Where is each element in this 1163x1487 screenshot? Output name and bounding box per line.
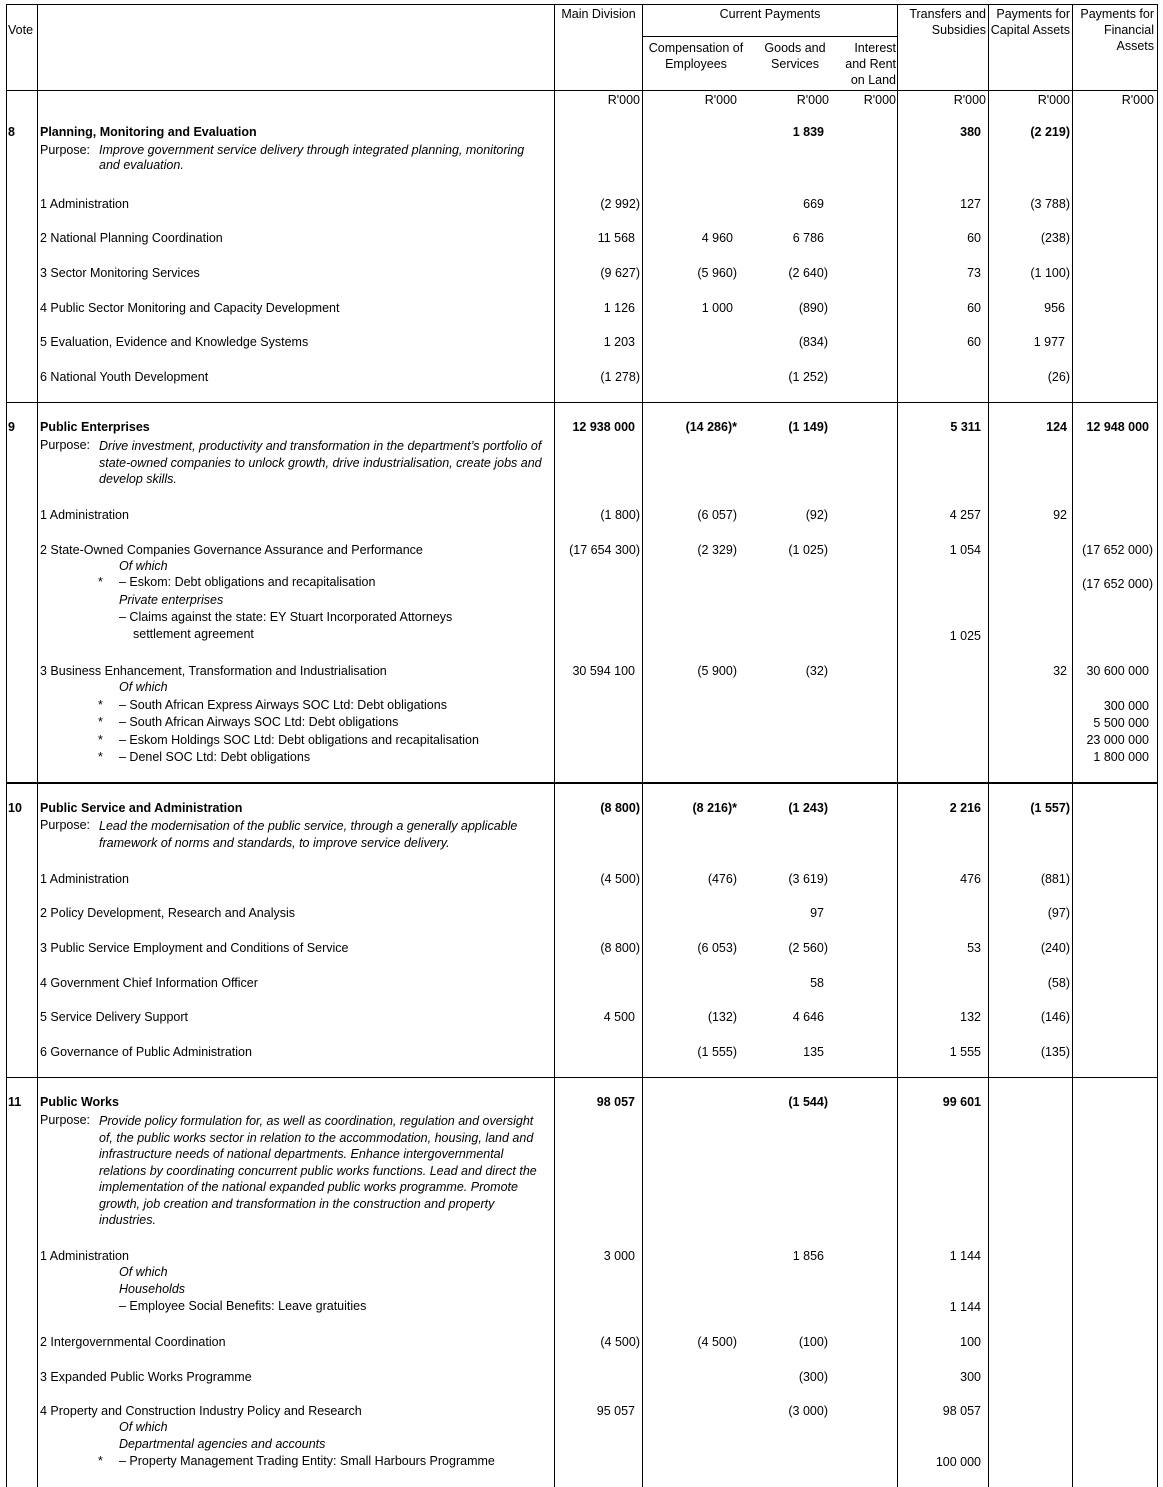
cell-capital: (58) [1047,976,1070,990]
cell-capital: (146) [1040,1010,1070,1024]
header-goods: Goods and Services [764,41,826,71]
sub-item-label: – Eskom Holdings SOC Ltd: Debt obligations and recapitalisation [119,733,479,747]
row-label: 5 Service Delivery Support [40,1010,188,1024]
cell-goods: (3 000) [788,1404,828,1418]
asterisk-marker: * [98,750,103,764]
sub-item-label: – South African Airways SOC Ltd: Debt obligations [119,715,399,729]
cell-transfers: 73 [967,266,981,280]
sub-item-transfers: 1 144 [949,1300,981,1314]
sub-item-label: – Property Management Trading Entity: Small Harbours Programme [119,1454,495,1468]
col-divider [897,4,898,1487]
cell-capital: (3 788) [1030,197,1070,211]
vote-purpose: Drive investment, productivity and transformation in the department’s portfolio of state-owned companies to unlock growth, drive industrialisation, create jobs and develop skills. [99,439,542,486]
of-which-label: Of which [119,1420,168,1434]
cell-transfers: 1 555 [949,1045,981,1059]
cell-comp: (6 053) [697,941,737,955]
cell-main: 3 000 [603,1249,635,1263]
cell-goods: (890) [798,301,828,315]
cell-transfers: 132 [960,1010,981,1024]
unit-label: R'000 [863,93,896,107]
asterisk-marker: * [98,575,103,589]
row-divider [6,90,1157,91]
cell-goods: 6 786 [792,231,824,245]
sub-item-financial: 300 000 [1103,699,1149,713]
total-goods: (1 243) [788,801,828,815]
cell-capital: 956 [1044,301,1065,315]
row-label: 1 Administration [40,197,129,211]
asterisk-marker: * [98,733,103,747]
cell-goods: (1 025) [788,543,828,557]
cell-main: 95 057 [596,1404,635,1418]
sub-item-financial: 1 800 000 [1093,750,1149,764]
total-transfers: 99 601 [942,1095,981,1109]
total-goods: (1 149) [788,420,828,434]
unit-label: R'000 [796,93,829,107]
cell-capital: (238) [1040,231,1070,245]
asterisk-marker: * [98,1454,103,1468]
row-label: 2 Policy Development, Research and Analysis [40,906,295,920]
cell-goods: (32) [805,664,828,678]
cell-goods: (92) [805,508,828,522]
cell-transfers: 476 [960,872,981,886]
purpose-label: Purpose: [40,438,91,452]
sub-item-label: – Eskom: Debt obligations and recapitalisation [119,575,376,589]
total-main: 98 057 [596,1095,635,1109]
cell-capital: (881) [1040,872,1070,886]
total-transfers: 5 311 [950,420,981,434]
row-label: 2 Intergovernmental Coordination [40,1335,226,1349]
vote-number: 9 [8,420,15,434]
row-label: 1 Administration [40,1249,129,1263]
cell-financial: 30 600 000 [1086,664,1149,678]
cell-capital: (26) [1047,370,1070,384]
cell-comp: (6 057) [697,508,737,522]
cell-goods: (2 560) [788,941,828,955]
row-divider [6,402,1157,403]
unit-label: R'000 [607,93,640,107]
sub-item-transfers: 100 000 [935,1455,981,1469]
cell-comp: (1 555) [697,1045,737,1059]
cell-goods: 4 646 [792,1010,824,1024]
cell-main: 1 126 [603,301,635,315]
cell-comp: (4 500) [697,1335,737,1349]
cell-capital: 32 [1053,664,1067,678]
total-capital: (2 219) [1030,125,1070,139]
cell-transfers: 98 057 [942,1404,981,1418]
sub-item-financial: 23 000 000 [1086,733,1149,747]
row-label: 1 Administration [40,872,129,886]
row-label: 3 Sector Monitoring Services [40,266,200,280]
cell-transfers: 100 [960,1335,981,1349]
cell-capital: (135) [1040,1045,1070,1059]
cell-main: 11 568 [597,231,635,245]
total-main: 12 938 000 [572,420,635,434]
row-divider [642,36,898,37]
cell-goods: (1 252) [788,370,828,384]
cell-financial: (17 652 000) [1082,543,1153,557]
asterisk-marker: * [98,698,103,712]
row-label: 3 Public Service Employment and Conditions of Service [40,941,349,955]
sub-item-financial: 5 500 000 [1093,716,1149,730]
row-divider [6,782,1157,784]
vote-title: Planning, Monitoring and Evaluation [40,125,257,139]
appropriation-table [6,4,1158,1487]
header-transfers: Transfers and Subsidies [909,7,986,37]
cell-comp: 4 960 [701,231,733,245]
cell-goods: 135 [803,1045,824,1059]
row-divider [6,1077,1157,1078]
cell-goods: 58 [810,976,824,990]
cell-capital: (1 100) [1030,266,1070,280]
col-divider [37,4,38,1487]
total-goods: 1 839 [792,125,824,139]
col-divider [988,4,989,1487]
purpose-label: Purpose: [40,818,91,832]
sub-item-label: – South African Express Airways SOC Ltd: Debt obligations [119,698,447,712]
cell-capital: (97) [1047,906,1070,920]
cell-main: (9 627) [600,266,640,280]
cell-capital: (240) [1040,941,1070,955]
cell-goods: (300) [798,1370,828,1384]
sub-category-label: Departmental agencies and accounts [119,1437,326,1451]
row-label: 3 Expanded Public Works Programme [40,1370,252,1384]
cell-main: 4 500 [603,1010,635,1024]
cell-comp: (132) [707,1010,737,1024]
cell-main: (8 800) [600,941,640,955]
vote-purpose: Improve government service delivery through integrated planning, monitoring and evaluation. [99,143,525,172]
cell-transfers: 60 [967,301,981,315]
cell-comp: (5 900) [697,664,737,678]
unit-label: R'000 [953,93,986,107]
sub-item-financial: (17 652 000) [1082,577,1153,591]
cell-main: (2 992) [600,197,640,211]
cell-comp: 1 000 [701,301,733,315]
header-vote: Vote [8,23,34,37]
header-compensation: Compensation of Employees [648,41,744,71]
cell-main: (4 500) [600,1335,640,1349]
of-which-label: Of which [119,680,168,694]
of-which-label: Of which [119,1265,168,1279]
total-goods: (1 544) [788,1095,828,1109]
total-comp: (14 286)* [685,420,737,434]
cell-capital: 92 [1053,508,1067,522]
sub-item-label: – Employee Social Benefits: Leave gratuities [119,1299,367,1313]
row-label: 3 Business Enhancement, Transformation and Industrialisation [40,664,387,678]
unit-label: R'000 [704,93,737,107]
cell-transfers: 127 [960,197,981,211]
sub-category-label: Households [119,1282,186,1296]
header-capital: Payments for Capital Assets [990,7,1070,37]
sub-item-transfers: 1 025 [949,629,981,643]
cell-main: (17 654 300) [569,543,640,557]
total-capital: 124 [1046,420,1067,434]
cell-main: (1 800) [600,508,640,522]
cell-goods: 669 [803,197,824,211]
row-label: 4 Public Sector Monitoring and Capacity Development [40,301,340,315]
vote-purpose: Lead the modernisation of the public service, through a generally applicable framework of norms and standards, to improve service delivery. [99,819,518,850]
cell-goods: (834) [798,335,828,349]
total-capital: (1 557) [1030,801,1070,815]
cell-comp: (476) [707,872,737,886]
sub-item-label: – Claims against the state: EY Stuart Incorporated Attorneys [119,610,453,624]
cell-transfers: 60 [967,335,981,349]
cell-transfers: 300 [960,1370,981,1384]
cell-main: 30 594 100 [572,664,635,678]
header-interest: Interest and Rent on Land [845,41,896,87]
row-label: 5 Evaluation, Evidence and Knowledge Systems [40,335,309,349]
total-transfers: 2 216 [949,801,981,815]
cell-main: (1 278) [600,370,640,384]
row-label: 2 State-Owned Companies Governance Assurance and Performance [40,543,423,557]
cell-transfers: 4 257 [949,508,981,522]
total-comp: (8 216)* [692,801,737,815]
row-label: 1 Administration [40,508,129,522]
header-financial: Payments for Financial Assets [1080,7,1154,53]
cell-comp: (2 329) [697,543,737,557]
cell-goods: (2 640) [788,266,828,280]
unit-label: R'000 [1121,93,1154,107]
row-label: 6 National Youth Development [40,370,209,384]
total-transfers: 380 [960,125,981,139]
col-divider [1072,4,1073,1487]
cell-transfers: 53 [967,941,981,955]
cell-goods: (100) [798,1335,828,1349]
col-divider [554,4,555,1487]
vote-purpose: Provide policy formulation for, as well as coordination, regulation and oversight of, the public works sector in relation to the accommodation, housing, land and infrastructure needs of national departments. Enhance intergovernmental relations by coordinating concurrent public works functions. Lead and direct the implementation of the national expanded public works programme. Promote growth, job creation and transformation in the construction and property industries. [99,1114,537,1227]
purpose-label: Purpose: [40,1113,91,1127]
vote-title: Public Service and Administration [40,801,243,815]
cell-capital: 1 977 [1033,335,1065,349]
sub-item-label-cont: settlement agreement [133,627,254,641]
cell-main: 1 203 [603,335,635,349]
vote-number: 8 [8,125,15,139]
total-financial: 12 948 000 [1086,420,1149,434]
cell-goods: (3 619) [788,872,828,886]
unit-label: R'000 [1037,93,1070,107]
header-current-payments: Current Payments [719,7,821,21]
cell-transfers: 1 144 [949,1249,981,1263]
total-main: (8 800) [600,801,640,815]
purpose-label: Purpose: [40,143,91,157]
cell-transfers: 60 [967,231,981,245]
row-label: 4 Government Chief Information Officer [40,976,258,990]
header-main-division: Main Division [561,7,636,21]
cell-comp: (5 960) [697,266,737,280]
cell-goods: 97 [810,906,824,920]
vote-title: Public Works [40,1095,119,1109]
cell-goods: 1 856 [792,1249,824,1263]
vote-number: 11 [8,1095,22,1109]
sub-item-label: – Denel SOC Ltd: Debt obligations [119,750,311,764]
row-label: 2 National Planning Coordination [40,231,223,245]
cell-transfers: 1 054 [949,543,981,557]
row-label: 4 Property and Construction Industry Policy and Research [40,1404,362,1418]
of-which-label: Of which [119,559,168,573]
asterisk-marker: * [98,715,103,729]
col-divider [642,4,643,1487]
row-label: 6 Governance of Public Administration [40,1045,252,1059]
vote-number: 10 [8,801,22,815]
sub-category-label: Private enterprises [119,593,224,607]
vote-title: Public Enterprises [40,420,150,434]
cell-main: (4 500) [600,872,640,886]
